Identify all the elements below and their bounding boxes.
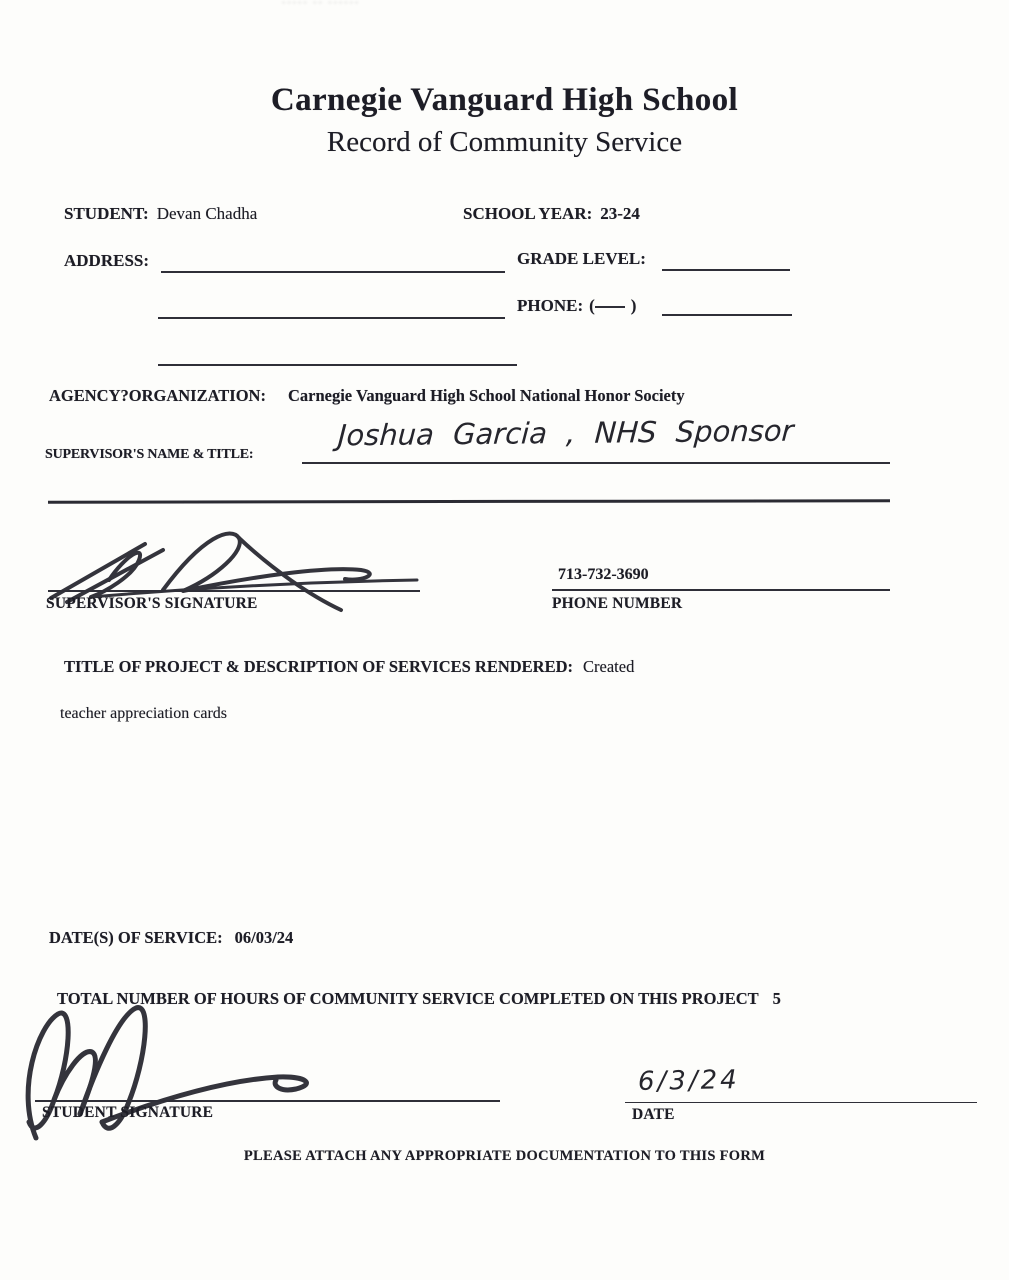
grade-level-line: [662, 269, 790, 271]
phone-paren-open: (: [589, 296, 595, 315]
address-field: [64, 251, 149, 271]
supervisor-name-title-label: SUPERVISOR'S NAME & TITLE:: [45, 447, 254, 462]
supervisor-phone-line: [552, 589, 890, 591]
supervisor-phone-value: 713-732-3690: [558, 566, 649, 583]
address-line-2: [158, 317, 505, 319]
form-title: Record of Community Service: [326, 126, 683, 158]
project-description-label: TITLE OF PROJECT & DESCRIPTION OF SERVICES RENDERED:: [64, 657, 574, 676]
phone-area-code-line: [595, 306, 625, 308]
project-description-value-line2: teacher appreciation cards: [60, 705, 228, 722]
date-signed-handwriting: 6/3/24: [637, 1065, 740, 1097]
dates-of-service-value: 06/03/24: [234, 928, 294, 947]
project-description-value-inline: Created: [583, 657, 635, 676]
address-line-3: [158, 364, 517, 366]
supervisor-signature-line: [48, 590, 420, 592]
student-value: Devan Chadha: [156, 204, 258, 223]
date-signed-line: [625, 1102, 977, 1103]
school-year-field: [463, 204, 640, 224]
scan-bleed-artifact: ----- -- ------: [282, 0, 361, 8]
supervisor-phone-label: PHONE NUMBER: [552, 595, 683, 612]
agency-organization-label: AGENCY?ORGANIZATION:: [49, 386, 266, 405]
project-description-field: [64, 657, 634, 677]
date-signed-label: DATE: [632, 1106, 675, 1123]
student-label: STUDENT:: [64, 204, 149, 223]
phone-line: [662, 314, 792, 316]
agency-organization-field: [49, 386, 685, 406]
address-line-1: [161, 271, 505, 273]
dates-of-service-field: [49, 928, 293, 948]
phone-field: [517, 296, 636, 316]
school-year-value: 23-24: [600, 204, 640, 223]
phone-label: PHONE:: [517, 296, 584, 315]
phone-paren-close: ): [630, 296, 637, 315]
student-signature-label: STUDENT SIGNATURE: [42, 1104, 214, 1121]
page-title: Carnegie Vanguard High School: [270, 82, 739, 118]
section-divider-rule: [48, 499, 890, 503]
address-label: ADDRESS:: [64, 251, 150, 270]
grade-level-label: GRADE LEVEL:: [517, 249, 646, 268]
supervisor-signature-label: SUPERVISOR'S SIGNATURE: [46, 595, 258, 612]
student-signature-line: [35, 1100, 500, 1102]
total-hours-label: TOTAL NUMBER OF HOURS OF COMMUNITY SERVICE COMPLETED ON THIS PROJECT: [57, 989, 759, 1008]
supervisor-name-title-line: [302, 462, 890, 464]
grade-level-field: [517, 249, 646, 269]
footer-note: PLEASE ATTACH ANY APPROPRIATE DOCUMENTATION TO THIS FORM: [243, 1148, 766, 1164]
school-year-label: SCHOOL YEAR:: [463, 204, 593, 223]
dates-of-service-label: DATE(S) OF SERVICE:: [49, 928, 223, 947]
supervisor-name-title-handwriting: Joshua Garcia , NHS Sponsor: [337, 413, 795, 453]
student-field: [64, 204, 257, 224]
agency-organization-value: Carnegie Vanguard High School National Honor Society: [287, 386, 685, 405]
total-hours-value: 5: [772, 989, 781, 1008]
